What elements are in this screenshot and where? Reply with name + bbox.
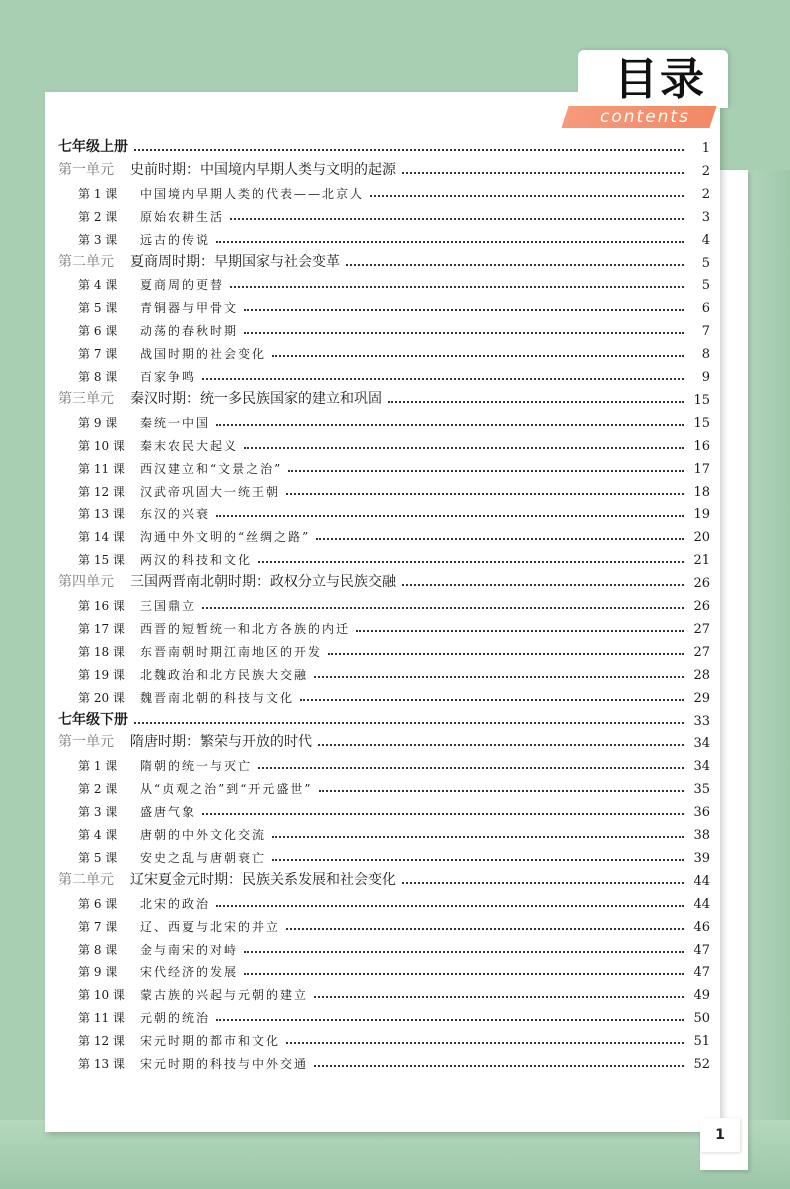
toc-lesson-row [58, 660, 710, 683]
toc-leader-dots [244, 332, 684, 334]
toc-lesson-title: 东晋南朝时期江南地区的开发 [140, 644, 323, 659]
toc-lesson-title: 三国鼎立 [140, 599, 197, 613]
page-number: 1 [715, 1127, 725, 1143]
toc-lesson-number: 第 20 课 [78, 690, 125, 705]
toc-leader-dots [216, 424, 684, 426]
toc-leader-dots [258, 561, 684, 563]
toc-leader-dots [244, 951, 684, 953]
toc-lesson-title: 百家争鸣 [140, 370, 197, 384]
toc-lesson-number: 第 3 课 [78, 232, 118, 247]
toc-lesson-number: 第 14 课 [78, 530, 125, 545]
toc-lesson-number: 第 19 课 [78, 667, 125, 682]
toc-lesson-row [58, 477, 710, 500]
toc-lesson-title: 动荡的春秋时期 [140, 324, 239, 339]
toc-page-number: 29 [693, 690, 710, 706]
toc-unit-row [58, 385, 710, 408]
toc-leader-dots [244, 447, 684, 449]
toc-leader-dots [216, 1019, 684, 1021]
toc-lesson-row [58, 935, 710, 958]
toc-lesson-number: 第 7 课 [78, 919, 118, 934]
toc-lesson-number: 第 15 课 [78, 553, 125, 568]
toc-lesson-title: 中国境内早期人类的代表——北京人 [140, 186, 365, 201]
toc-lesson-title: 沟通中外文明的“丝绸之路” [140, 530, 311, 545]
toc-lesson-row [58, 614, 710, 637]
toc-page-number: 15 [693, 415, 710, 431]
toc-unit-title: 隋唐时期：繁荣与开放的时代 [130, 734, 312, 751]
toc-leader-dots [314, 996, 684, 998]
toc-lesson-number: 第 2 课 [78, 209, 118, 224]
toc-lesson-title: 西汉建立和“文景之治” [140, 461, 283, 476]
toc-lesson-title: 北魏政治和北方民族大交融 [140, 667, 309, 682]
toc-page-number: 5 [701, 255, 710, 271]
toc-page-number: 28 [693, 667, 710, 683]
toc-lesson-row [58, 1003, 710, 1026]
toc-unit-title: 夏商周时期：早期国家与社会变革 [130, 253, 340, 270]
toc-unit-title: 秦汉时期：统一多民族国家的建立和巩固 [130, 390, 382, 407]
toc-page-number: 44 [693, 896, 710, 912]
toc-lesson-row [58, 591, 710, 614]
toc-leader-dots [286, 928, 684, 930]
toc-unit-number: 第二单元 [58, 871, 114, 888]
toc-lesson-row [58, 912, 710, 935]
toc-lesson-number: 第 1 课 [78, 186, 118, 201]
toc-lesson-number: 第 8 课 [78, 942, 118, 957]
toc-unit-number: 第二单元 [58, 253, 114, 270]
toc-page-number: 2 [701, 163, 710, 179]
toc-unit-number: 第三单元 [58, 390, 114, 407]
toc-leader-dots [134, 149, 684, 151]
toc-lesson-row [58, 1026, 710, 1049]
toc-page-number: 35 [693, 782, 710, 798]
toc-leader-dots [370, 195, 684, 197]
toc-page-number: 47 [693, 965, 710, 981]
toc-lesson-title: 宋元时期的科技与中外交通 [140, 1057, 309, 1071]
toc-leader-dots [316, 538, 684, 540]
toc-lesson-title: 夏商周的更替 [140, 278, 225, 293]
toc-lesson-number: 第 9 课 [78, 415, 118, 430]
toc-leader-dots [272, 355, 684, 357]
toc-page-number: 5 [701, 278, 710, 294]
toc-leader-dots [314, 1065, 684, 1067]
toc-leader-dots [286, 493, 684, 495]
toc-unit-row [58, 156, 710, 179]
toc-page-number: 52 [693, 1057, 710, 1072]
toc-lesson-number: 第 4 课 [78, 828, 118, 842]
toc-leader-dots [300, 699, 684, 701]
toc-lesson-title: 蒙古族的兴起与元朝的建立 [140, 988, 309, 1003]
toc-page-number: 26 [693, 599, 710, 614]
toc-page-number: 6 [701, 301, 710, 317]
page-number-box [700, 1118, 740, 1152]
toc-lesson-number: 第 8 课 [78, 370, 118, 384]
toc-lesson-row [58, 202, 710, 225]
toc-page-number: 21 [693, 553, 710, 569]
toc-page-number: 17 [693, 461, 710, 477]
toc-lesson-row [58, 774, 710, 797]
toc-lesson-title: 秦末农民大起义 [140, 438, 239, 453]
toc-lesson-row [58, 843, 710, 866]
toc-leader-dots [272, 836, 684, 838]
toc-leader-dots [319, 790, 684, 792]
toc-leader-dots [216, 241, 684, 243]
toc-page-number: 36 [693, 805, 710, 821]
toc-unit-row [58, 728, 710, 751]
toc-page-number: 18 [693, 484, 710, 500]
toc-lesson-number: 第 5 课 [78, 850, 118, 865]
toc-page-number: 27 [693, 621, 710, 637]
toc-lesson-row [58, 522, 710, 545]
table-of-contents [58, 133, 710, 1073]
toc-grade-row [58, 706, 710, 729]
toc-page-number: 50 [693, 1011, 710, 1027]
toc-page-number: 38 [693, 828, 710, 843]
toc-unit-row [58, 248, 710, 271]
toc-lesson-row [58, 957, 710, 980]
toc-lesson-title: 两汉的科技和文化 [140, 553, 253, 568]
toc-lesson-row [58, 225, 710, 248]
toc-lesson-number: 第 11 课 [78, 1011, 125, 1026]
toc-lesson-row [58, 454, 710, 477]
toc-lesson-row [58, 545, 710, 568]
toc-page-number: 26 [693, 576, 710, 592]
toc-lesson-row [58, 408, 710, 431]
toc-lesson-title: 宋元时期的都市和文化 [140, 1034, 281, 1049]
toc-lesson-number: 第 13 课 [78, 507, 125, 522]
toc-page-number: 19 [693, 507, 710, 523]
toc-grade-label: 七年级下册 [58, 711, 128, 728]
toc-leader-dots [402, 172, 684, 174]
toc-lesson-title: 北宋的政治 [140, 896, 211, 911]
toc-lesson-title: 从“贞观之治”到“开元盛世” [140, 782, 313, 797]
toc-lesson-title: 宋代经济的发展 [140, 965, 239, 980]
toc-lesson-row [58, 270, 710, 293]
toc-grade-row [58, 133, 710, 156]
toc-lesson-number: 第 16 课 [78, 599, 125, 613]
toc-lesson-row [58, 293, 710, 316]
toc-lesson-number: 第 9 课 [78, 965, 118, 980]
toc-leader-dots [134, 722, 684, 724]
toc-lesson-number: 第 3 课 [78, 805, 118, 820]
toc-unit-number: 第四单元 [58, 574, 114, 591]
toc-lesson-title: 西晋的短暂统一和北方各族的内迁 [140, 621, 351, 636]
toc-page-number: 49 [693, 988, 710, 1004]
toc-page-number: 39 [693, 850, 710, 866]
toc-lesson-number: 第 2 课 [78, 782, 118, 797]
toc-lesson-row [58, 179, 710, 202]
toc-page-number: 7 [701, 324, 710, 340]
toc-page-number: 4 [701, 232, 710, 248]
toc-page-number: 44 [693, 873, 710, 889]
toc-lesson-row [58, 339, 710, 362]
toc-page-number: 51 [693, 1034, 710, 1050]
toc-page-number: 9 [701, 370, 710, 385]
toc-lesson-row [58, 431, 710, 454]
toc-lesson-row [58, 889, 710, 912]
toc-grade-label: 七年级上册 [58, 139, 128, 155]
toc-lesson-number: 第 11 课 [78, 461, 125, 476]
page-subtitle: contents [600, 107, 690, 127]
toc-leader-dots [216, 515, 684, 517]
toc-page-number: 8 [701, 347, 710, 363]
toc-leader-dots [216, 905, 684, 907]
toc-lesson-title: 战国时期的社会变化 [140, 347, 267, 362]
toc-unit-title: 三国两晋南北朝时期：政权分立与民族交融 [130, 574, 396, 591]
toc-unit-row [58, 568, 710, 591]
toc-page-number: 20 [693, 530, 710, 546]
page-title: 目录 [614, 54, 706, 105]
toc-page-number: 27 [693, 644, 710, 660]
toc-lesson-number: 第 12 课 [78, 1034, 125, 1049]
toc-lesson-row [58, 820, 710, 843]
toc-lesson-row [58, 499, 710, 522]
toc-lesson-title: 魏晋南北朝的科技与文化 [140, 690, 295, 705]
toc-leader-dots [230, 218, 684, 220]
toc-lesson-title: 远古的传说 [140, 232, 211, 247]
toc-lesson-number: 第 4 课 [78, 278, 118, 293]
toc-lesson-title: 汉武帝巩固大一统王朝 [140, 484, 281, 499]
toc-unit-title: 辽宋夏金元时期：民族关系发展和社会变化 [130, 871, 396, 888]
toc-lesson-row [58, 797, 710, 820]
toc-lesson-number: 第 1 课 [78, 759, 118, 774]
toc-lesson-title: 辽、西夏与北宋的并立 [140, 919, 281, 934]
toc-page-number: 34 [693, 759, 710, 775]
toc-unit-row [58, 866, 710, 889]
toc-lesson-row [58, 683, 710, 706]
toc-page-number: 15 [693, 392, 710, 408]
toc-page-number: 33 [693, 713, 710, 729]
toc-lesson-row [58, 1049, 710, 1072]
toc-page-number: 1 [701, 141, 710, 156]
toc-leader-dots [258, 767, 684, 769]
toc-leader-dots [244, 309, 684, 311]
toc-leader-dots [318, 744, 684, 746]
toc-lesson-number: 第 5 课 [78, 301, 118, 316]
toc-leader-dots [314, 676, 684, 678]
toc-lesson-row [58, 751, 710, 774]
toc-leader-dots [202, 607, 684, 609]
toc-leader-dots [356, 630, 684, 632]
toc-lesson-number: 第 17 课 [78, 621, 125, 636]
toc-lesson-number: 第 10 课 [78, 988, 125, 1003]
title-tab [560, 50, 728, 128]
toc-lesson-number: 第 6 课 [78, 896, 118, 911]
toc-leader-dots [286, 1042, 684, 1044]
toc-lesson-number: 第 10 课 [78, 438, 125, 453]
toc-page-number: 3 [701, 209, 710, 225]
toc-lesson-row [58, 980, 710, 1003]
toc-lesson-title: 盛唐气象 [140, 805, 197, 820]
toc-leader-dots [388, 401, 684, 403]
toc-leader-dots [244, 973, 684, 975]
toc-lesson-number: 第 6 课 [78, 324, 118, 339]
toc-lesson-row [58, 637, 710, 660]
toc-unit-title: 史前时期：中国境内早期人类与文明的起源 [130, 161, 396, 178]
toc-leader-dots [230, 286, 684, 288]
toc-page-number: 34 [693, 736, 710, 752]
toc-unit-number: 第一单元 [58, 734, 114, 751]
toc-lesson-title: 隋朝的统一与灭亡 [140, 759, 253, 774]
toc-page-number: 2 [701, 186, 710, 202]
toc-lesson-title: 青铜器与甲骨文 [140, 301, 239, 316]
toc-page-number: 46 [693, 919, 710, 935]
toc-lesson-title: 金与南宋的对峙 [140, 942, 239, 957]
toc-leader-dots [402, 882, 684, 884]
toc-lesson-number: 第 18 课 [78, 644, 125, 659]
toc-lesson-number: 第 7 课 [78, 347, 118, 362]
toc-leader-dots [346, 264, 684, 266]
toc-leader-dots [202, 378, 684, 380]
toc-lesson-title: 元朝的统治 [140, 1011, 211, 1026]
toc-page-number: 47 [693, 942, 710, 958]
toc-lesson-title: 原始农耕生活 [140, 209, 225, 224]
toc-lesson-number: 第 13 课 [78, 1057, 125, 1071]
toc-lesson-row [58, 316, 710, 339]
toc-lesson-number: 第 12 课 [78, 484, 125, 499]
toc-leader-dots [328, 653, 684, 655]
toc-leader-dots [202, 813, 684, 815]
toc-lesson-row [58, 362, 710, 385]
toc-unit-number: 第一单元 [58, 161, 114, 178]
toc-lesson-title: 安史之乱与唐朝衰亡 [140, 850, 267, 865]
toc-page-number: 16 [693, 438, 710, 454]
toc-leader-dots [272, 859, 684, 861]
toc-leader-dots [288, 470, 684, 472]
toc-lesson-title: 东汉的兴衰 [140, 507, 211, 522]
toc-lesson-title: 秦统一中国 [140, 415, 211, 430]
toc-leader-dots [402, 584, 684, 586]
toc-lesson-title: 唐朝的中外文化交流 [140, 828, 267, 842]
